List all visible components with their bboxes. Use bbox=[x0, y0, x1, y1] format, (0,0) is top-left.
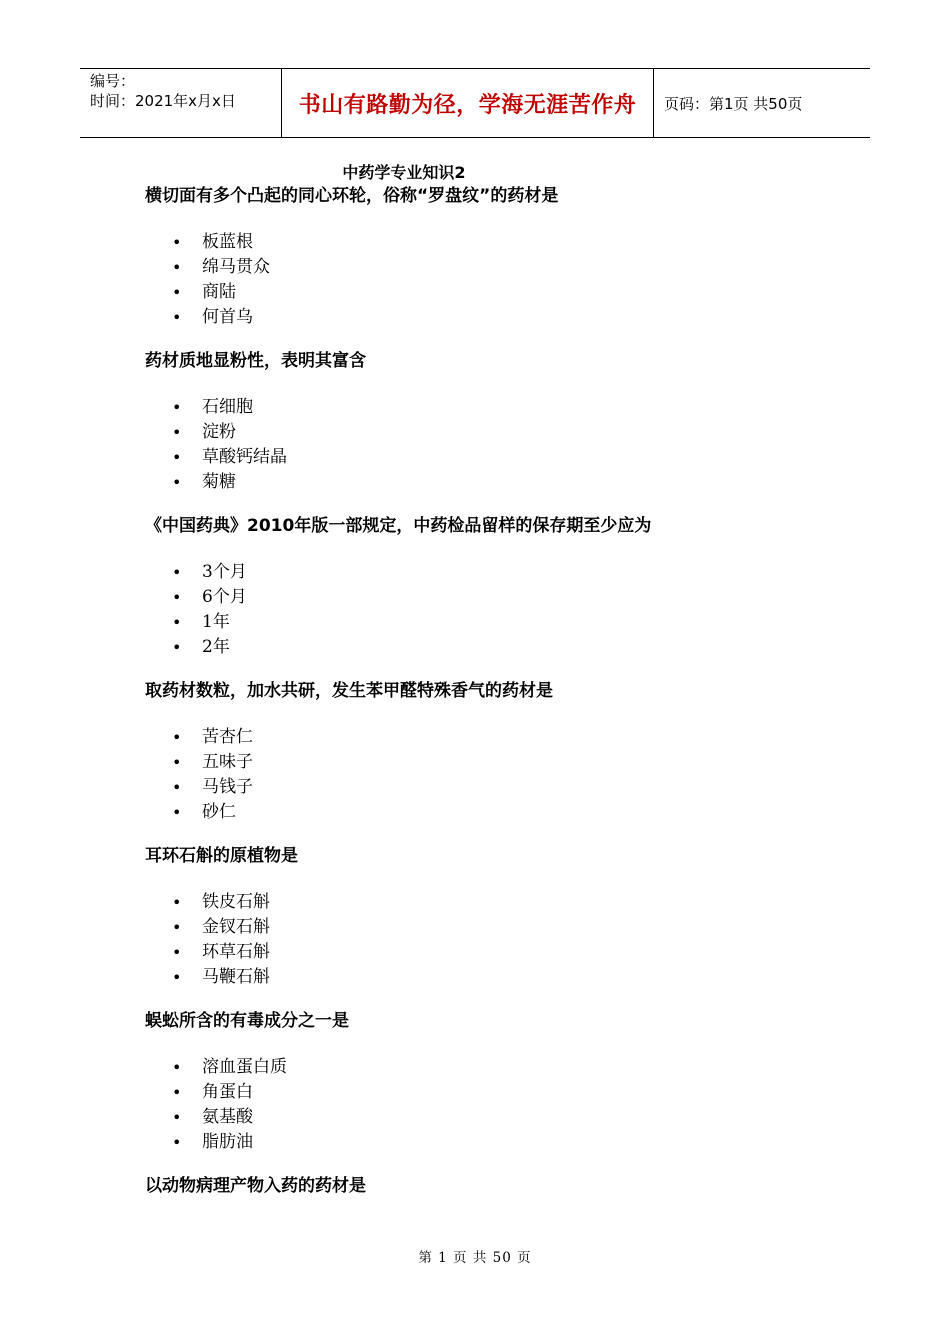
code-label: 编号： bbox=[90, 72, 136, 90]
option-item: • 溶血蛋白质 bbox=[145, 1055, 845, 1080]
option-item: • 3个月 bbox=[145, 560, 845, 585]
question-text: 《中国药典》2010年版一部规定，中药检品留样的保存期至少应为 bbox=[145, 516, 652, 536]
option-item: • 石细胞 bbox=[145, 395, 845, 420]
question-text: 以动物病理产物入药的药材是 bbox=[145, 1176, 366, 1196]
question-text: 耳环石斛的原植物是 bbox=[145, 846, 298, 866]
header-motto: 书山有路勤为径，学海无涯苦作舟 bbox=[282, 69, 654, 137]
option-item: • 草酸钙结晶 bbox=[145, 445, 845, 470]
option-item: • 何首乌 bbox=[145, 305, 845, 330]
question-block bbox=[145, 679, 845, 825]
option-item: • 苦杏仁 bbox=[145, 725, 845, 750]
question-block bbox=[145, 1174, 845, 1199]
question-block bbox=[145, 844, 845, 990]
option-item: • 铁皮石斛 bbox=[145, 890, 845, 915]
option-item: • 板蓝根 bbox=[145, 230, 845, 255]
option-item: • 环草石斛 bbox=[145, 940, 845, 965]
option-item: • 6个月 bbox=[145, 585, 845, 610]
option-list bbox=[145, 1055, 845, 1155]
question-list bbox=[145, 184, 845, 1220]
page-header bbox=[80, 68, 870, 138]
question-block bbox=[145, 514, 845, 660]
option-item: • 氨基酸 bbox=[145, 1105, 845, 1130]
page-footer: 第 1 页 共 50 页 bbox=[418, 1250, 532, 1266]
option-list bbox=[145, 890, 845, 990]
document-title: 中药学专业知识2 bbox=[342, 163, 466, 182]
option-list bbox=[145, 395, 845, 495]
option-item: • 菊糖 bbox=[145, 470, 845, 495]
option-list bbox=[145, 230, 845, 330]
header-meta bbox=[80, 69, 282, 137]
question-block bbox=[145, 1009, 845, 1155]
question-text: 横切面有多个凸起的同心环轮，俗称“罗盘纹”的药材是 bbox=[145, 186, 559, 206]
option-item: • 2年 bbox=[145, 635, 845, 660]
header-page-info: 页码：第1页 共50页 bbox=[664, 94, 803, 113]
option-item: • 商陆 bbox=[145, 280, 845, 305]
option-item: • 脂肪油 bbox=[145, 1130, 845, 1155]
option-item: • 金钗石斛 bbox=[145, 915, 845, 940]
time-label: 时间：2021年x月x日 bbox=[90, 92, 236, 110]
question-text: 蜈蚣所含的有毒成分之一是 bbox=[145, 1011, 349, 1031]
option-item: • 马钱子 bbox=[145, 775, 845, 800]
option-item: • 绵马贯众 bbox=[145, 255, 845, 280]
option-list bbox=[145, 560, 845, 660]
question-block bbox=[145, 184, 845, 330]
question-text: 药材质地显粉性，表明其富含 bbox=[145, 351, 366, 371]
option-item: • 马鞭石斛 bbox=[145, 965, 845, 990]
option-item: • 砂仁 bbox=[145, 800, 845, 825]
option-item: • 五味子 bbox=[145, 750, 845, 775]
question-block bbox=[145, 349, 845, 495]
option-list bbox=[145, 725, 845, 825]
option-item: • 1年 bbox=[145, 610, 845, 635]
question-text: 取药材数粒，加水共研，发生苯甲醛特殊香气的药材是 bbox=[145, 681, 553, 701]
option-item: • 淀粉 bbox=[145, 420, 845, 445]
option-item: • 角蛋白 bbox=[145, 1080, 845, 1105]
